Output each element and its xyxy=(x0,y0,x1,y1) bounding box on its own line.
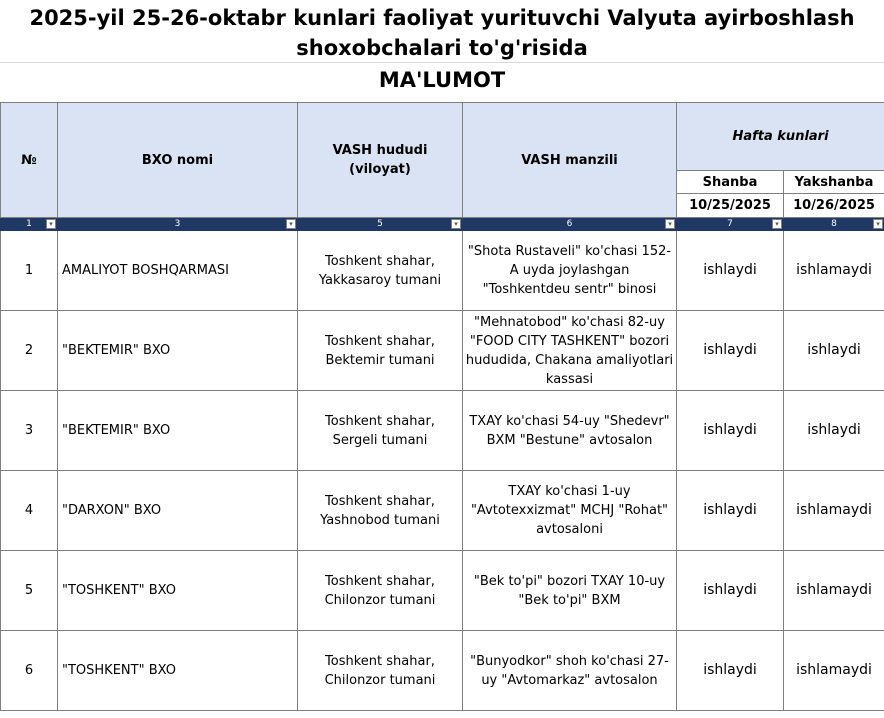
office-address: "Bek to'pi" bozori TXAY 10-uy "Bek to'pi" BXM xyxy=(463,551,677,631)
office-name: AMALIYOT BOSHQARMASI xyxy=(58,231,298,311)
row-number: 3 xyxy=(1,391,58,471)
header-sunday: Yakshanba xyxy=(784,171,884,194)
chevron-down-icon[interactable]: ▾ xyxy=(451,219,461,229)
sunday-status: ishlamaydi xyxy=(784,631,884,711)
saturday-status: ishlaydi xyxy=(677,311,784,391)
column-number-cell xyxy=(1,218,58,231)
header-date-saturday: 10/25/2025 xyxy=(677,194,784,218)
saturday-status: ishlaydi xyxy=(677,551,784,631)
column-number: 1 xyxy=(26,219,32,229)
column-number-cell xyxy=(298,218,463,231)
table-row xyxy=(1,631,884,711)
header-no: № xyxy=(1,103,58,218)
office-name: "DARXON" BXO xyxy=(58,471,298,551)
divider xyxy=(0,62,884,63)
table-row xyxy=(1,231,884,311)
saturday-status: ishlaydi xyxy=(677,631,784,711)
office-address: "Bunyodkor" shoh ko'chasi 27-uy "Avtomarkaz" avtosalon xyxy=(463,631,677,711)
saturday-status: ishlaydi xyxy=(677,391,784,471)
sunday-status: ishlamaydi xyxy=(784,471,884,551)
office-address: TXAY ko'chasi 1-uy "Avtotexxizmat" MCHJ "Rohat" avtosaloni xyxy=(463,471,677,551)
table-row xyxy=(1,551,884,631)
chevron-down-icon[interactable]: ▾ xyxy=(46,219,56,229)
header-date-sunday: 10/26/2025 xyxy=(784,194,884,218)
chevron-down-icon[interactable]: ▾ xyxy=(665,219,675,229)
header-weekdays: Hafta kunlari xyxy=(677,103,884,171)
chevron-down-icon[interactable]: ▾ xyxy=(286,219,296,229)
column-number: 7 xyxy=(727,219,733,229)
document-title-line2: shoxobchalari to'g'risida xyxy=(296,36,588,60)
office-address: TXAY ko'chasi 54-uy "Shedevr" BXM "Bestune" avtosalon xyxy=(463,391,677,471)
sunday-status: ishlaydi xyxy=(784,391,884,471)
column-number: 3 xyxy=(174,219,181,229)
row-number: 2 xyxy=(1,311,58,391)
header-region: VASH hududi (viloyat) xyxy=(298,103,463,218)
column-number-cell xyxy=(58,218,298,231)
office-address: "Shota Rustaveli" ko'chasi 152-A uyda joylashgan "Toshkentdeu sentr" binosi xyxy=(463,231,677,311)
column-number: 5 xyxy=(377,219,383,229)
table-row xyxy=(1,471,884,551)
office-name: "BEKTEMIR" BXO xyxy=(58,391,298,471)
sunday-status: ishlamaydi xyxy=(784,551,884,631)
header-name: BXO nomi xyxy=(58,103,298,218)
header-saturday: Shanba xyxy=(677,171,784,194)
office-region: Toshkent shahar, Sergeli tumani xyxy=(298,391,463,471)
column-number: 6 xyxy=(566,219,573,229)
office-region: Toshkent shahar, Bektemir tumani xyxy=(298,311,463,391)
office-name: "TOSHKENT" BXO xyxy=(58,551,298,631)
sunday-status: ishlaydi xyxy=(784,311,884,391)
row-number: 4 xyxy=(1,471,58,551)
office-region: Toshkent shahar, Yakkasaroy tumani xyxy=(298,231,463,311)
document-title: 2025-yil 25-26-oktabr kunlari faoliyat yurituvchi Valyuta ayirboshlash xyxy=(29,6,855,30)
office-region: Toshkent shahar, Chilonzor tumani xyxy=(298,631,463,711)
chevron-down-icon[interactable]: ▾ xyxy=(772,219,782,229)
office-name: "BEKTEMIR" BXO xyxy=(58,311,298,391)
saturday-status: ishlaydi xyxy=(677,471,784,551)
column-number-cell xyxy=(784,218,884,231)
office-address: "Mehnatobod" ko'chasi 82-uy "FOOD CITY TASHKENT" bozori hududida, Chakana amaliyotlari kassasi xyxy=(463,311,677,391)
sunday-status: ishlamaydi xyxy=(784,231,884,311)
exchange-offices-table xyxy=(0,102,884,711)
row-number: 1 xyxy=(1,231,58,311)
table-row xyxy=(1,311,884,391)
office-name: "TOSHKENT" BXO xyxy=(58,631,298,711)
column-number: 8 xyxy=(831,219,837,229)
header-address: VASH manzili xyxy=(463,103,677,218)
column-number-row xyxy=(1,218,884,231)
office-region: Toshkent shahar, Yashnobod tumani xyxy=(298,471,463,551)
document-subtitle: MA'LUMOT xyxy=(378,68,506,92)
column-number-cell xyxy=(463,218,677,231)
chevron-down-icon[interactable]: ▾ xyxy=(873,219,883,229)
saturday-status: ishlaydi xyxy=(677,231,784,311)
row-number: 6 xyxy=(1,631,58,711)
row-number: 5 xyxy=(1,551,58,631)
column-number-cell xyxy=(677,218,784,231)
table-row xyxy=(1,391,884,471)
office-region: Toshkent shahar, Chilonzor tumani xyxy=(298,551,463,631)
